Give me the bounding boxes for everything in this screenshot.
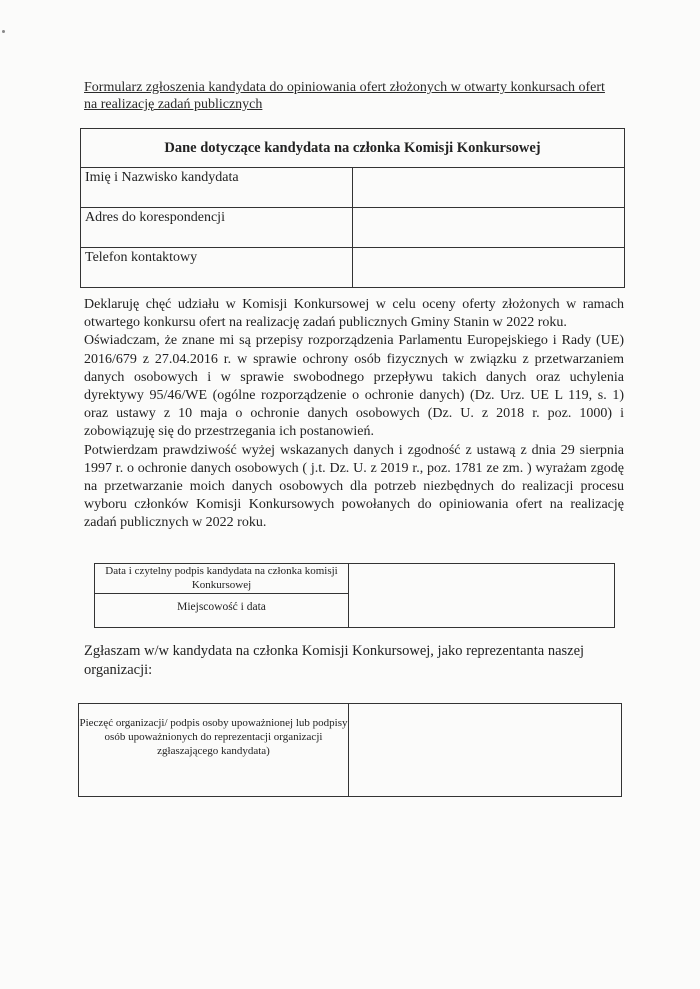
form-title-line-2: na realizację zadań publicznych xyxy=(84,97,263,112)
candidate-address-field[interactable] xyxy=(353,208,625,248)
candidate-phone-field[interactable] xyxy=(353,248,625,288)
candidate-signature-table xyxy=(94,563,615,628)
candidate-table-header: Dane dotyczące kandydata na członka Komisji Konkursowej xyxy=(81,129,625,168)
candidate-row-address xyxy=(81,208,625,248)
nomination-text: Zgłaszam w/w kandydata na członka Komisji Konkursowej, jako reprezentanta naszej organizacji: xyxy=(84,643,585,678)
organization-stamp-table xyxy=(78,703,622,797)
candidate-data-table xyxy=(80,128,625,288)
form-title xyxy=(84,79,629,113)
candidate-name-field[interactable] xyxy=(353,168,625,208)
organization-stamp-field[interactable] xyxy=(349,704,622,797)
declaration-paragraph-2: Oświadczam, że znane mi są przepisy rozporządzenia Parlamentu Europejskiego i Rady (UE) 2016/679 z 27.04.2016 r. w sprawie ochrony osób fizycznych w związku z przetwarzaniem danych osobowych i w sprawie swobodnego przepływu takich danych oraz uchylenia dyrektywy 95/46/WE (ogólne rozporządzenie o ochronie danych) (Dz. Urz. UE L 119, s. 1) oraz ustawy z 10 maja o ochronie danych osobowych (Dz. U. z 2018 r. poz. 1000) i zobowiązuję się do przestrzegania ich postanowień. xyxy=(84,333,624,440)
scan-mark xyxy=(2,30,5,33)
candidate-phone-label: Telefon kontaktowy xyxy=(81,248,353,288)
declaration-paragraph-3: Potwierdzam prawdziwość wyżej wskazanych danych i zgodność z ustawą z dnia 29 sierpnia 1997 r. o ochronie danych osobowych ( j.t. Dz. U. z 2019 r., poz. 1781 ze zm. ) wyrażam zgodę na przetwarzanie moich danych osobowych dla potrzeb niezbędnych do realizacji procesu wyboru członków Komisji Konkursowych powołanych do opiniowania ofert na realizację zadań publicznych w 2022 roku. xyxy=(84,442,624,531)
candidate-row-name xyxy=(81,168,625,208)
declaration-paragraph-1: Deklaruję chęć udziału w Komisji Konkursowej w celu oceny oferty złożonych w ramach otwartego konkursu ofert na realizację zadań publicznych Gminy Stanin w 2022 roku. xyxy=(84,297,624,331)
place-date-label: Miejscowość i data xyxy=(95,594,349,628)
declaration-text xyxy=(84,296,624,533)
candidate-address-label: Adres do korespondencji xyxy=(81,208,353,248)
organization-stamp-label: Pieczęć organizacji/ podpis osoby upoważnionej lub podpisy osób upoważnionych do reprezentacji organizacji zgłaszającego kandydata) xyxy=(79,704,349,797)
signature-label: Data i czytelny podpis kandydata na członka komisji Konkursowej xyxy=(95,564,349,594)
form-title-line-1: Formularz zgłoszenia kandydata do opiniowania ofert złożonych w otwarty konkursach ofert xyxy=(84,80,605,95)
candidate-row-phone xyxy=(81,248,625,288)
candidate-name-label: Imię i Nazwisko kandydata xyxy=(81,168,353,208)
signature-field[interactable] xyxy=(349,564,615,628)
